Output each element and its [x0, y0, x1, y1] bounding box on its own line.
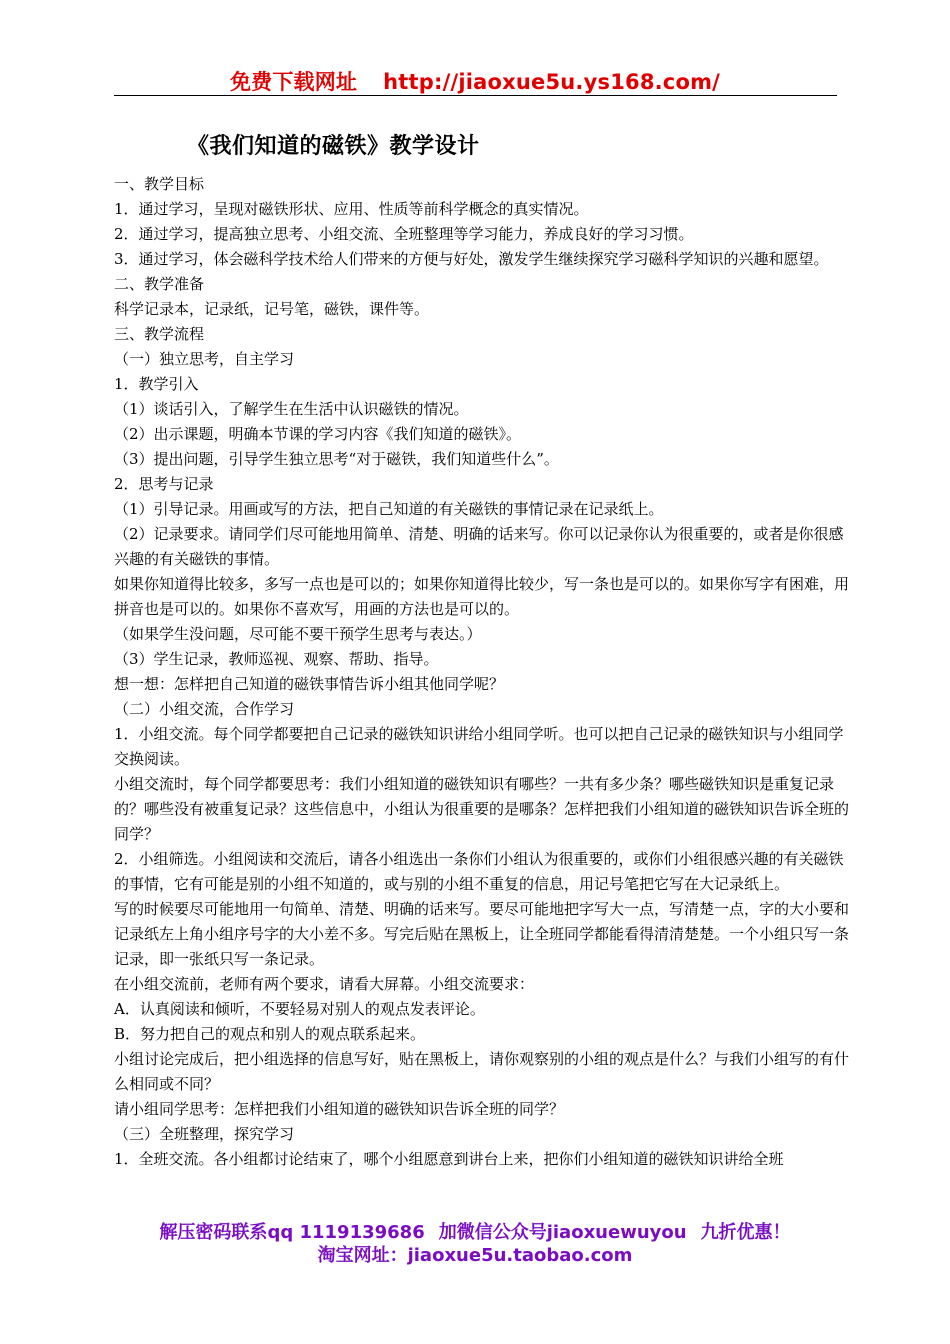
footer-shop-label: 淘宝网址： [317, 1245, 408, 1266]
paragraph: （三）全班整理，探究学习 [114, 1125, 295, 1143]
paragraph: 写的时候要尽可能地用一句简单、清楚、明确的话来写。要尽可能地把字写大一点，写清楚一点，字的大小要和记录纸左上角小组序号字的大小差不多。写完后贴在黑板上，让全班同学都能看得清清楚楚。一个小组只写一条记录，即一张纸只写一条记录。 [114, 900, 850, 968]
paragraph: 1．教学引入 [114, 375, 199, 393]
paragraph: 一、教学目标 [114, 175, 205, 193]
header-divider [114, 95, 837, 96]
paragraph: 2．小组筛选。小组阅读和交流后，请各小组选出一条你们小组认为很重要的，或你们小组很感兴趣的有关磁铁的事情，它有可能是别的小组不知道的，或与别的小组不重复的信息，用记号笔把它写在大记录纸上。 [114, 850, 844, 893]
document-title: 《我们知道的磁铁》教学设计 [187, 133, 480, 159]
paragraph: 小组交流时，每个同学都要思考：我们小组知道的磁铁知识有哪些？一共有多少条？哪些磁铁知识是重复记录的？哪些没有被重复记录？这些信息中，小组认为很重要的是哪条？怎样把我们小组知道的磁铁知识告诉全班的同学？ [114, 775, 850, 843]
paragraph: 在小组交流前，老师有两个要求，请看大屏幕。小组交流要求： [114, 975, 535, 993]
footer-discount: 九折优惠！ [700, 1222, 791, 1243]
document-body [114, 172, 854, 1172]
paragraph: 2．通过学习，提高独立思考、小组交流、全班整理等学习能力，养成良好的学习习惯。 [114, 225, 694, 243]
paragraph: 二、教学准备 [114, 275, 205, 293]
header-url-link[interactable]: http://jiaoxue5u.ys168.com/ [383, 70, 721, 94]
paragraph: （2）记录要求。请同学们尽可能地用简单、清楚、明确的话来写。你可以记录你认为很重要的，或者是你很感兴趣的有关磁铁的事情。 [114, 525, 844, 568]
paragraph: 3．通过学习，体会磁科学技术给人们带来的方便与好处，激发学生继续探究学习磁科学知识的兴趣和愿望。 [114, 250, 829, 268]
paragraph: （2）出示课题，明确本节课的学习内容《我们知道的磁铁》。 [114, 425, 522, 443]
paragraph: （如果学生没问题，尽可能不要干预学生思考与表达。） [114, 625, 482, 643]
paragraph: B．努力把自己的观点和别人的观点联系起来。 [114, 1025, 426, 1043]
footer-contact-label: 解压密码联系 [159, 1222, 268, 1243]
paragraph: （1）谈话引入，了解学生在生活中认识磁铁的情况。 [114, 400, 469, 418]
footer-wechat-label: 加微信公众号 [438, 1222, 547, 1243]
paragraph: 请小组同学思考：怎样把我们小组知道的磁铁知识告诉全班的同学？ [114, 1100, 565, 1118]
paragraph: 如果你知道得比较多，多写一点也是可以的；如果你知道得比较少，写一条也是可以的。如果你写字有困难，用拼音也是可以的。如果你不喜欢写，用画的方法也是可以的。 [114, 575, 850, 618]
paragraph: 1．全班交流。各小组都讨论结束了，哪个小组愿意到讲台上来，把你们小组知道的磁铁知识讲给全班 [114, 1150, 784, 1168]
footer-shop-link[interactable]: jiaoxue5u.taobao.com [407, 1245, 633, 1266]
header-banner [0, 66, 950, 96]
paragraph: A．认真阅读和倾听，不要轻易对别人的观点发表评论。 [114, 1000, 485, 1018]
paragraph: 1．通过学习，呈现对磁铁形状、应用、性质等前科学概念的真实情况。 [114, 200, 589, 218]
paragraph: （一）独立思考，自主学习 [114, 350, 295, 368]
paragraph: （二）小组交流，合作学习 [114, 700, 295, 718]
paragraph: 三、教学流程 [114, 325, 205, 343]
footer-qq: qq 1119139686 [267, 1222, 425, 1243]
paragraph: 1．小组交流。每个同学都要把自己记录的磁铁知识讲给小组同学听。也可以把自己记录的磁铁知识与小组同学交换阅读。 [114, 725, 844, 768]
header-label: 免费下载网址 [229, 70, 358, 94]
paragraph: （3）提出问题，引导学生独立思考“对于磁铁，我们知道些什么”。 [114, 450, 559, 468]
paragraph: 2．思考与记录 [114, 475, 214, 493]
footer-wechat-id: jiaoxuewuyou [546, 1222, 687, 1243]
paragraph: （3）学生记录，教师巡视、观察、帮助、指导。 [114, 650, 439, 668]
footer-shop-line [0, 1241, 950, 1267]
paragraph: 小组讨论完成后，把小组选择的信息写好，贴在黑板上，请你观察别的小组的观点是什么？与我们小组写的有什么相同或不同？ [114, 1050, 850, 1093]
paragraph: （1）引导记录。用画或写的方法，把自己知道的有关磁铁的事情记录在记录纸上。 [114, 500, 664, 518]
paragraph: 科学记录本，记录纸，记号笔，磁铁，课件等。 [114, 300, 430, 318]
paragraph: 想一想：怎样把自己知道的磁铁事情告诉小组其他同学呢？ [114, 675, 505, 693]
